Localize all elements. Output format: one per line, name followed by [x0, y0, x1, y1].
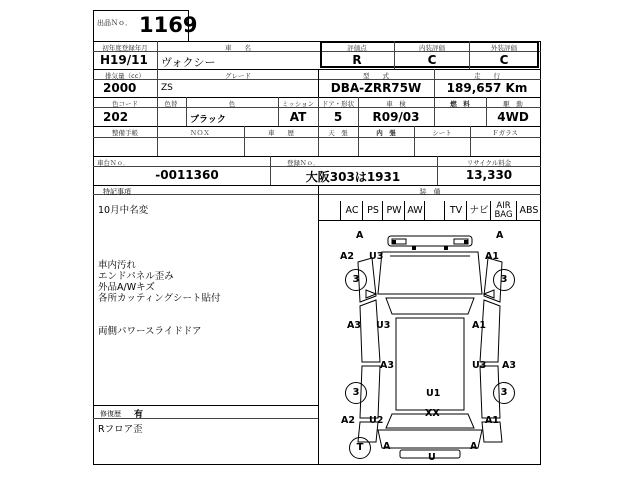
repair-note: Rフロア歪	[98, 424, 143, 435]
note-line: エンドパネル歪み	[98, 271, 174, 282]
grade-value: ZS	[161, 83, 173, 93]
damage-circle: 3	[493, 269, 515, 291]
doors-value: 5	[333, 110, 343, 124]
equip-pw: PW	[382, 201, 405, 221]
doors-label: ドア・形状	[321, 100, 355, 108]
note-line: 外品A/Wキズ	[98, 282, 155, 293]
drive-value: 4WD	[497, 110, 529, 124]
damage-mark: XX	[425, 408, 440, 419]
score-label: 評価点	[347, 44, 367, 52]
note-line: 10月中名変	[98, 205, 149, 216]
color-change-label: 色替	[164, 100, 178, 108]
model-label: 型 式	[363, 72, 389, 80]
note-line: 車内汚れ	[98, 260, 137, 271]
interior-rating-value: C	[427, 53, 437, 67]
equipment-label: 装 備	[419, 188, 441, 196]
displacement-value: 2000	[103, 81, 137, 95]
note-line: 各所カッティングシート貼付	[98, 293, 221, 304]
damage-mark: A	[383, 441, 391, 452]
lot-number: 1169	[139, 13, 198, 37]
damage-mark: U3	[472, 360, 487, 371]
equip-tv: TV	[444, 201, 467, 221]
damage-mark: U2	[369, 415, 384, 426]
damage-mark: U	[428, 452, 436, 463]
equip-navi: ナビ	[466, 201, 491, 221]
reg-label: 登録Ｎｏ．	[287, 159, 320, 167]
name-label: 車 名	[225, 44, 251, 52]
fglass-label: Ｆガラス	[492, 129, 518, 137]
year-value: H19/11	[100, 53, 148, 67]
year-label: 初年度登録年月	[102, 44, 148, 52]
maintenance-label: 整備手帳	[112, 129, 138, 137]
note-line: 両側パワースライドドア	[98, 326, 202, 337]
color-code-label: 色コード	[112, 100, 138, 108]
equip-aw: AW	[404, 201, 425, 221]
recycle-label: リサイクル料金	[466, 159, 512, 167]
lot-label: 出品Ｎｏ．	[97, 19, 132, 27]
color-code-value: 202	[103, 110, 129, 124]
nox-label: ＮＯＸ	[190, 129, 210, 137]
mileage-label: 走 行	[474, 72, 500, 80]
damage-circle: 3	[493, 382, 515, 404]
equip-ac: AC	[340, 201, 363, 221]
equip-airbag: AIR BAG	[490, 201, 516, 221]
mileage-value: 189,657 Km	[446, 81, 528, 95]
displacement-label: 排気量（cc）	[105, 72, 145, 80]
fuel-label: 燃 料	[450, 100, 470, 108]
exterior-rating-label: 外装評価	[491, 44, 517, 52]
inspection-value: R09/03	[372, 110, 420, 124]
repair-value: 有	[134, 410, 144, 420]
damage-mark: A1	[472, 320, 486, 331]
interior-type-label: 内 張	[376, 129, 396, 137]
exterior-rating-value: C	[499, 53, 509, 67]
equip-blank	[424, 201, 445, 221]
chassis-value: -0011360	[155, 168, 219, 182]
mission-value: AT	[289, 110, 307, 124]
damage-mark: A1	[485, 251, 499, 262]
damage-circle: 3	[345, 269, 367, 291]
damage-mark: A2	[340, 251, 354, 262]
damage-circle: 3	[345, 382, 367, 404]
damage-mark: A	[356, 230, 364, 241]
drive-label: 駆 動	[503, 100, 523, 108]
mission-label: ミッション	[281, 100, 315, 108]
chassis-label: 車台Ｎｏ．	[97, 159, 130, 167]
score-value: R	[352, 53, 362, 67]
damage-circle: T	[349, 437, 371, 459]
history-label: 車 歴	[268, 129, 294, 137]
notes-label: 特記事項	[103, 188, 131, 196]
damage-mark: A2	[341, 415, 355, 426]
repair-label: 修復歴	[100, 410, 121, 418]
damage-mark: A3	[347, 320, 361, 331]
interior-rating-label: 内装評価	[419, 44, 445, 52]
damage-mark: U1	[426, 388, 441, 399]
grade-label: グレード	[225, 72, 251, 80]
equip-ps: PS	[362, 201, 383, 221]
damage-mark: A	[470, 441, 478, 452]
sunroof-label: 天 張	[328, 129, 348, 137]
damage-mark: A3	[502, 360, 516, 371]
damage-mark: A1	[485, 415, 499, 426]
equip-abs: ABS	[516, 201, 541, 221]
model-value: DBA-ZRR75W	[330, 81, 422, 95]
name-value: ヴォクシー	[161, 56, 216, 69]
damage-mark: A	[496, 230, 504, 241]
damage-mark: A3	[380, 360, 394, 371]
damage-mark: U3	[376, 320, 391, 331]
inspection-label: 車 検	[386, 100, 406, 108]
color-label: 色	[228, 100, 236, 108]
color-value: ブラック	[190, 115, 226, 125]
damage-mark: U3	[369, 251, 384, 262]
reg-value: 大阪303は1931	[305, 170, 401, 184]
seat-label: シート	[432, 129, 452, 137]
recycle-value: 13,330	[465, 168, 513, 182]
